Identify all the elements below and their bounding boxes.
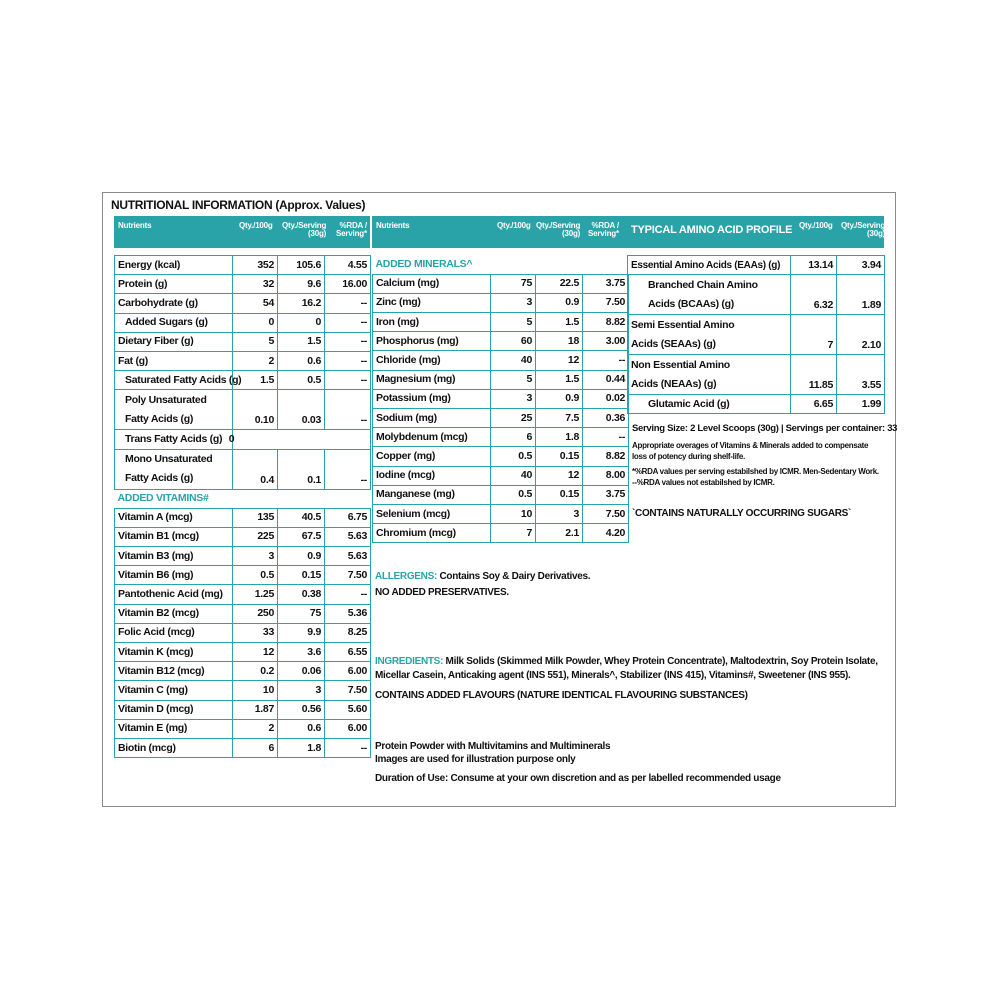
qty-serving: 1.8: [536, 428, 583, 447]
serving-size: Serving Size: 2 Level Scoops (30g) | Servings per container: 33: [632, 423, 898, 434]
vitamin-name: Pantothenic Acid (mg): [115, 585, 233, 604]
header-qty-serving: Qty./Serving (30g): [282, 221, 327, 238]
qty-serving: 7.5: [536, 409, 583, 428]
vitamin-name: Vitamin B3 (mg): [115, 547, 233, 566]
table-row: [115, 449, 371, 489]
amino-name: Essential Amino Acids (EAAs) (g): [628, 256, 791, 275]
rda-value: 0.44: [583, 370, 629, 389]
vitamin-name: Vitamin B2 (mcg): [115, 604, 233, 623]
table-row: [115, 313, 371, 332]
note-line-3: *%RDA values per serving estabilshed by ICMR. Men-Sedentary Work.: [632, 467, 879, 476]
qty-100g: 10: [233, 681, 278, 700]
qty-serving: 12: [536, 351, 583, 370]
qty-100g: 1.5: [233, 371, 278, 390]
header-qty-serving-2: Qty./Serving (30g): [536, 221, 581, 238]
qty-100g: 25: [491, 409, 536, 428]
vitamin-name: Biotin (mcg): [115, 738, 233, 757]
qty-serving: 0.38: [278, 585, 325, 604]
qty-serving: 18: [536, 332, 583, 351]
mineral-name: Sodium (mg): [373, 409, 491, 428]
illustration-disclaimer: Images are used for illustration purpose only: [375, 754, 576, 765]
header-rda-2: %RDA / Serving*: [588, 221, 619, 238]
qty-serving: 0.03: [278, 390, 325, 430]
qty-serving: 0.15: [536, 485, 583, 504]
mineral-name: Phosphorus (mg): [373, 332, 491, 351]
naturally-occurring-sugars: `CONTAINS NATURALLY OCCURRING SUGARS`: [632, 508, 852, 519]
qty-serving: 16.2: [278, 294, 325, 313]
table-row: [115, 371, 371, 390]
amino-profile-title: TYPICAL AMINO ACID PROFILE: [631, 224, 793, 236]
header-nutrients: Nutrients: [118, 221, 152, 230]
qty-100g: 250: [233, 604, 278, 623]
qty-serving: 3.94: [837, 256, 885, 275]
qty-100g: 40: [491, 351, 536, 370]
rda-value: 5.63: [325, 527, 371, 546]
ingredients-text-1: Milk Solids (Skimmed Milk Powder, Whey Protein Concentrate), Maltodextrin, Soy Protein Isolate,: [443, 656, 878, 667]
qty-100g: 1.87: [233, 700, 278, 719]
qty-serving: 9.6: [278, 275, 325, 294]
amino-name: [628, 315, 791, 355]
ingredients-line-1: [375, 655, 878, 668]
table-row: [373, 466, 629, 485]
qty-serving: 0.15: [278, 566, 325, 585]
qty-serving: 3.6: [278, 643, 325, 662]
qty-100g: 352: [233, 256, 278, 275]
qty-serving: 1.8: [278, 738, 325, 757]
rda-value: 3.75: [583, 274, 629, 293]
rda-value: 7.50: [583, 504, 629, 523]
rda-value: 16.00: [325, 275, 371, 294]
qty-100g: 5: [491, 370, 536, 389]
qty-100g: 13.14: [791, 256, 837, 275]
qty-serving: 1.99: [837, 395, 885, 414]
left-header-bar: [114, 216, 370, 248]
vitamin-name: Vitamin B12 (mcg): [115, 662, 233, 681]
table-row: [115, 604, 371, 623]
qty-100g: 0.5: [491, 447, 536, 466]
table-row: [628, 395, 885, 414]
qty-100g: 12: [233, 643, 278, 662]
note-line-2: loss of potency during shelf-life.: [632, 452, 745, 461]
table-row: [373, 293, 629, 312]
minerals-section-title: ADDED MINERALS^: [373, 255, 629, 274]
vitamins-section-title: ADDED VITAMINS#: [115, 489, 371, 508]
rda-value: 5.36: [325, 604, 371, 623]
table-row: [115, 585, 371, 604]
vitamin-name: Folic Acid (mcg): [115, 623, 233, 642]
header-qty100-2: Qty./100g: [497, 221, 531, 230]
qty-serving: 0.5: [278, 371, 325, 390]
table-row: [373, 389, 629, 408]
table-row: [115, 719, 371, 738]
no-preservatives: NO ADDED PRESERVATIVES.: [375, 587, 509, 598]
qty-100g: 2: [233, 719, 278, 738]
rda-value: 4.20: [583, 524, 629, 543]
note-line-1: Appropriate overages of Vitamins & Minerals added to compensate: [632, 441, 869, 450]
qty-serving: 0.06: [278, 662, 325, 681]
qty-serving: 1.5: [278, 332, 325, 351]
mineral-name: Magnesium (mg): [373, 370, 491, 389]
amino-name-line1: Non Essential Amino: [631, 358, 730, 371]
table-row: [115, 256, 371, 275]
rda-value: 6.55: [325, 643, 371, 662]
qty-serving: 0.15: [536, 447, 583, 466]
table-row: [115, 294, 371, 313]
table-row: [373, 428, 629, 447]
nutrient-name: Fat (g): [115, 351, 233, 370]
nutrient-name-line1: Poly Unsaturated: [125, 393, 207, 406]
mineral-name: Chromium (mcg): [373, 524, 491, 543]
amino-name: [628, 275, 791, 315]
rda-value: --: [325, 449, 371, 489]
nutrient-name: Trans Fatty Acids (g): [115, 430, 233, 449]
table-row: [115, 681, 371, 700]
amino-name: [628, 355, 791, 395]
rda-value: --: [325, 294, 371, 313]
section-row: [373, 255, 629, 274]
rda-value: --: [325, 351, 371, 370]
nutrient-name-line2: Fatty Acids (g): [125, 412, 194, 425]
mineral-name: Copper (mg): [373, 447, 491, 466]
table-row: [115, 662, 371, 681]
rda-value: 7.50: [325, 566, 371, 585]
table-row: [628, 256, 885, 275]
rda-value: 6.00: [325, 719, 371, 738]
vitamin-name: Vitamin D (mcg): [115, 700, 233, 719]
table-row: [628, 275, 885, 315]
amino-name-line1: Semi Essential Amino: [631, 318, 735, 331]
qty-100g: [228, 430, 371, 449]
amino-name-line2: Acids (BCAAs) (g): [648, 297, 734, 310]
nutrient-name: [115, 449, 233, 489]
qty-100g: 225: [233, 527, 278, 546]
ingredients-line-2: Micellar Casein, Anticaking agent (INS 551), Minerals^, Stabilizer (INS 415), Vitamins#, Sweetener (INS 955).: [375, 670, 851, 681]
nutrient-name: Added Sugars (g): [115, 313, 233, 332]
nutrient-name: Saturated Fatty Acids (g): [115, 371, 233, 390]
qty-serving: 67.5: [278, 527, 325, 546]
rda-value: 7.50: [583, 293, 629, 312]
table-row: [115, 643, 371, 662]
qty-serving: 1.5: [536, 313, 583, 332]
mineral-name: Selenium (mcg): [373, 504, 491, 523]
qty-100g: 3: [491, 293, 536, 312]
rda-value: --: [325, 585, 371, 604]
ingredients-label: INGREDIENTS:: [375, 656, 444, 667]
qty-100g: 0.4: [233, 449, 278, 489]
qty-100g: 0.5: [491, 485, 536, 504]
mineral-name: Molybdenum (mcg): [373, 428, 491, 447]
qty-100g: 0.2: [233, 662, 278, 681]
qty-serving: 3: [278, 681, 325, 700]
mineral-name: Chloride (mg): [373, 351, 491, 370]
table-row: [115, 508, 371, 527]
qty-serving: 1.89: [837, 275, 885, 315]
rda-value: --: [325, 371, 371, 390]
rda-value: 0.02: [583, 389, 629, 408]
rda-value: 5.63: [325, 547, 371, 566]
qty-100g: 0: [233, 313, 278, 332]
qty-serving: 0.9: [278, 547, 325, 566]
table-row: [373, 504, 629, 523]
allergens-label: ALLERGENS:: [375, 571, 438, 582]
table-row: [115, 275, 371, 294]
table-row: [373, 409, 629, 428]
vitamin-name: Vitamin B6 (mg): [115, 566, 233, 585]
mineral-name: Manganese (mg): [373, 485, 491, 504]
qty-100g: 75: [491, 274, 536, 293]
amino-name-line2: Acids (NEAAs) (g): [631, 377, 717, 390]
mineral-name: Iron (mg): [373, 313, 491, 332]
rda-value: 8.25: [325, 623, 371, 642]
nutrient-name: Carbohydrate (g): [115, 294, 233, 313]
table-row: [115, 430, 371, 449]
rda-value: 3.75: [583, 485, 629, 504]
amino-acid-table: [627, 255, 885, 414]
duration-of-use: Duration of Use: Consume at your own discretion and as per labelled recommended usage: [375, 773, 781, 784]
header-nutrients-2: Nutrients: [376, 221, 410, 230]
allergens-line: [375, 570, 590, 583]
table-row: [628, 315, 885, 355]
allergens-text: Contains Soy & Dairy Derivatives.: [437, 571, 591, 582]
qty-100g: 7: [791, 315, 837, 355]
qty-serving: 0.9: [536, 389, 583, 408]
table-row: [115, 547, 371, 566]
rda-value: --: [583, 428, 629, 447]
rda-value: 8.82: [583, 447, 629, 466]
table-row: [115, 390, 371, 430]
qty-serving: 75: [278, 604, 325, 623]
table-row: [115, 700, 371, 719]
qty-100g: 10: [491, 504, 536, 523]
qty-100g: 33: [233, 623, 278, 642]
table-row: [373, 370, 629, 389]
qty-serving: 2.10: [837, 315, 885, 355]
qty-100g: 0.10: [233, 390, 278, 430]
table-row: [373, 274, 629, 293]
amino-name-line2: Acids (SEAAs) (g): [631, 337, 716, 350]
qty-100g: 11.85: [791, 355, 837, 395]
table-row: [115, 332, 371, 351]
qty-100g: 40: [491, 466, 536, 485]
rda-value: 3.00: [583, 332, 629, 351]
table-row: [373, 524, 629, 543]
rda-value: --: [325, 390, 371, 430]
table-row: [115, 351, 371, 370]
table-row: [373, 447, 629, 466]
qty-100g: 7: [491, 524, 536, 543]
vitamin-name: Vitamin A (mcg): [115, 508, 233, 527]
qty-serving: 2.1: [536, 524, 583, 543]
amino-name: Glutamic Acid (g): [628, 395, 791, 414]
qty-serving: 9.9: [278, 623, 325, 642]
table-row: [373, 485, 629, 504]
rda-value: --: [325, 332, 371, 351]
vitamin-name: Vitamin B1 (mcg): [115, 527, 233, 546]
mineral-name: Zinc (mg): [373, 293, 491, 312]
nutrient-name-line2: Fatty Acids (g): [125, 472, 194, 484]
table-row: [373, 313, 629, 332]
qty-100g: 1.25: [233, 585, 278, 604]
rda-value: --: [325, 313, 371, 332]
qty-100g: 60: [491, 332, 536, 351]
qty-100g: 0.5: [233, 566, 278, 585]
mineral-name: Calcium (mg): [373, 274, 491, 293]
qty-serving: 0.6: [278, 351, 325, 370]
mineral-name: Iodine (mcg): [373, 466, 491, 485]
qty-100g: 32: [233, 275, 278, 294]
section-row: [115, 489, 371, 508]
qty-serving: 0.9: [536, 293, 583, 312]
qty-100g: 3: [491, 389, 536, 408]
qty-100g: 6: [491, 428, 536, 447]
rda-value: 8.82: [583, 313, 629, 332]
qty-100g: 5: [233, 332, 278, 351]
product-description: Protein Powder with Multivitamins and Multiminerals: [375, 741, 611, 752]
qty-serving: 0.56: [278, 700, 325, 719]
qty-100g: 6: [233, 738, 278, 757]
added-flavours: CONTAINS ADDED FLAVOURS (NATURE IDENTICAL FLAVOURING SUBSTANCES): [375, 690, 748, 701]
qty-100g: 54: [233, 294, 278, 313]
nutrient-name: Protein (g): [115, 275, 233, 294]
nutrient-name: [115, 390, 233, 430]
qty-100g: 6.32: [791, 275, 837, 315]
note-line-4: --%RDA values not estabilshed by ICMR.: [632, 478, 775, 487]
qty-100g: 135: [233, 508, 278, 527]
table-row: [373, 351, 629, 370]
qty-serving: 12: [536, 466, 583, 485]
mineral-name: Potassium (mg): [373, 389, 491, 408]
table-row: [115, 738, 371, 757]
table-row: [115, 527, 371, 546]
panel-title: NUTRITIONAL INFORMATION (Approx. Values): [111, 198, 366, 212]
header-rda: %RDA / Serving*: [336, 221, 367, 238]
qty-serving: 40.5: [278, 508, 325, 527]
qty-serving: 1.5: [536, 370, 583, 389]
rda-value: 6.75: [325, 508, 371, 527]
table-row: [628, 355, 885, 395]
rda-value: 5.60: [325, 700, 371, 719]
qty-serving: 105.6: [278, 256, 325, 275]
amino-name-line1: Branched Chain Amino: [648, 278, 758, 291]
table-row: [115, 623, 371, 642]
rda-value: --: [583, 351, 629, 370]
nutrient-name: Energy (kcal): [115, 256, 233, 275]
vitamin-name: Vitamin K (mcg): [115, 643, 233, 662]
qty-serving: 22.5: [536, 274, 583, 293]
amino-header-bar: [627, 216, 884, 248]
header-qty100: Qty./100g: [239, 221, 273, 230]
qty-100g: 5: [491, 313, 536, 332]
minerals-table: [372, 255, 629, 543]
qty-serving: 0.6: [278, 719, 325, 738]
amino-header-qty-serving: Qty./Serving (30g): [841, 221, 886, 238]
table-row: [115, 566, 371, 585]
trans-fat-value: 0: [228, 432, 235, 445]
rda-value: 6.00: [325, 662, 371, 681]
nutrient-name: Dietary Fiber (g): [115, 332, 233, 351]
rda-value: 0.36: [583, 409, 629, 428]
vitamin-name: Vitamin E (mg): [115, 719, 233, 738]
qty-100g: 2: [233, 351, 278, 370]
rda-value: --: [325, 738, 371, 757]
rda-value: 7.50: [325, 681, 371, 700]
middle-header-bar: [372, 216, 628, 248]
qty-serving: 3: [536, 504, 583, 523]
qty-100g: 3: [233, 547, 278, 566]
table-row: [373, 332, 629, 351]
qty-serving: 3.55: [837, 355, 885, 395]
rda-value: 8.00: [583, 466, 629, 485]
nutrients-table: [114, 255, 371, 758]
qty-serving: 0.1: [278, 449, 325, 489]
rda-value: 4.55: [325, 256, 371, 275]
qty-100g: 6.65: [791, 395, 837, 414]
qty-serving: 0: [278, 313, 325, 332]
amino-header-qty100: Qty./100g: [799, 221, 833, 230]
vitamin-name: Vitamin C (mg): [115, 681, 233, 700]
nutrient-name-line1: Mono Unsaturated: [125, 453, 213, 465]
